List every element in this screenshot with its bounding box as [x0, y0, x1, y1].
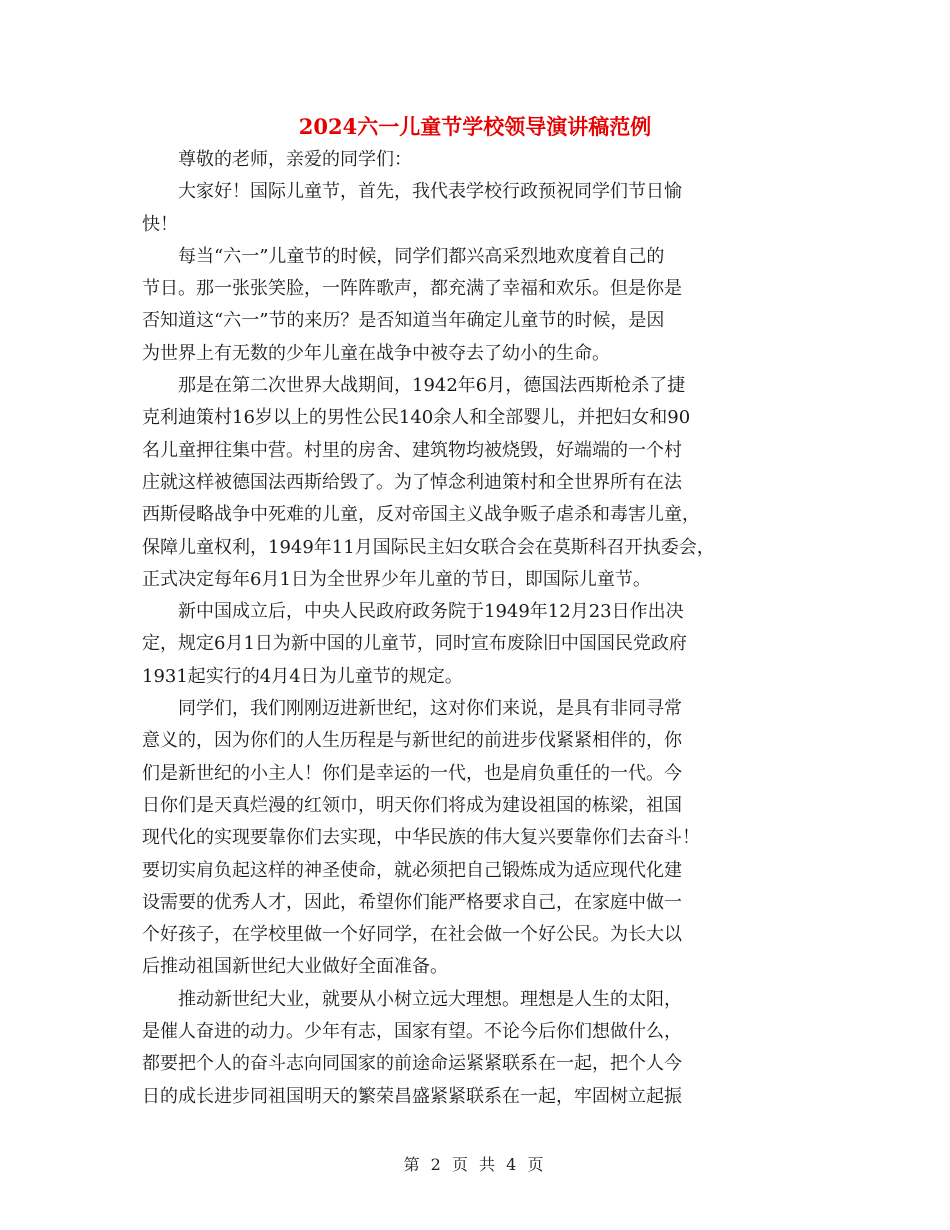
paragraph-line: 是催人奋进的动力。少年有志，国家有望。不论今后你们想做什么， [142, 1021, 682, 1043]
paragraph-line: 新中国成立后，中央人民政府政务院于1949年12月23日作出决 [178, 601, 684, 623]
paragraph-line: 现代化的实现要靠你们去实现，中华民族的伟大复兴要靠你们去奋斗！ [142, 827, 700, 849]
paragraph-line: 意义的，因为你们的人生历程是与新世纪的前进步伐紧紧相伴的，你 [142, 730, 682, 752]
paragraph [142, 241, 812, 370]
paragraph [142, 370, 812, 596]
paragraph [142, 693, 812, 984]
paragraph-line: 西斯侵略战争中死难的儿童，反对帝国主义战争贩子虐杀和毒害儿童， [142, 504, 700, 526]
paragraph-line: 后推动祖国新世纪大业做好全面准备。 [142, 956, 448, 978]
paragraph-line: 快！ [142, 213, 178, 235]
paragraph-line: 大家好！国际儿童节，首先，我代表学校行政预祝同学们节日愉 [178, 181, 682, 203]
paragraph [142, 144, 812, 176]
paragraph-line: 日你们是天真烂漫的红领巾，明天你们将成为建设祖国的栋梁，祖国 [142, 794, 682, 816]
paragraph-line: 定，规定6月1日为新中国的儿童节，同时宣布废除旧中国国民党政府 [142, 633, 687, 655]
paragraph-line: 庄就这样被德国法西斯给毁了。为了悼念利迪策村和全世界所有在法 [142, 471, 682, 493]
paragraph-line: 否知道这“六一”节的来历？是否知道当年确定儿童节的时候，是因 [142, 310, 665, 332]
paragraph-line: 名儿童押往集中营。村里的房舍、建筑物均被烧毁，好端端的一个村 [142, 439, 682, 461]
paragraph-line: 每当“六一”儿童节的时候，同学们都兴高采烈地欢度着自己的 [178, 245, 665, 267]
page-footer: 第 2 页 共 4 页 [403, 1155, 547, 1174]
paragraph-line: 为世界上有无数的少年儿童在战争中被夺去了幼小的生命。 [142, 342, 610, 364]
paragraph-line: 保障儿童权利，1949年11月国际民主妇女联合会在莫斯科召开执委会， [142, 536, 715, 558]
paragraph-line: 推动新世纪大业，就要从小树立远大理想。理想是人生的太阳， [178, 988, 682, 1010]
paragraph-line: 个好孩子，在学校里做一个好同学，在社会做一个好公民。为长大以 [142, 924, 682, 946]
paragraph-line: 正式决定每年6月1日为全世界少年儿童的节日，即国际儿童节。 [142, 568, 651, 590]
document-body [142, 144, 812, 1113]
paragraph-line: 要切实肩负起这样的神圣使命，就必须把自己锻炼成为适应现代化建 [142, 859, 682, 881]
paragraph-line: 日的成长进步同祖国明天的繁荣昌盛紧紧联系在一起，牢固树立起振 [142, 1085, 682, 1107]
paragraph-line: 设需要的优秀人才，因此，希望你们能严格要求自己，在家庭中做一 [142, 891, 682, 913]
paragraph-line: 同学们，我们刚刚迈进新世纪，这对你们来说，是具有非同寻常 [178, 698, 682, 720]
paragraph [142, 596, 812, 693]
paragraph-line: 1931起实行的4月4日为儿童节的规定。 [142, 665, 463, 687]
paragraph-line: 们是新世纪的小主人！你们是幸运的一代，也是肩负重任的一代。今 [142, 762, 682, 784]
paragraph-line: 克利迪策村16岁以上的男性公民140余人和全部婴儿，并把妇女和90 [142, 407, 691, 429]
paragraph [142, 984, 812, 1113]
paragraph [142, 176, 812, 241]
paragraph-line: 那是在第二次世界大战期间，1942年6月，德国法西斯枪杀了捷 [178, 375, 686, 397]
paragraph-line: 都要把个人的奋斗志向同国家的前途命运紧紧联系在一起，把个人今 [142, 1053, 682, 1075]
document-title: 2024六一儿童节学校领导演讲稿范例 [298, 114, 652, 139]
paragraph-line: 尊敬的老师，亲爱的同学们： [178, 149, 412, 170]
paragraph-line: 节日。那一张张笑脸，一阵阵歌声，都充满了幸福和欢乐。但是你是 [142, 278, 682, 300]
